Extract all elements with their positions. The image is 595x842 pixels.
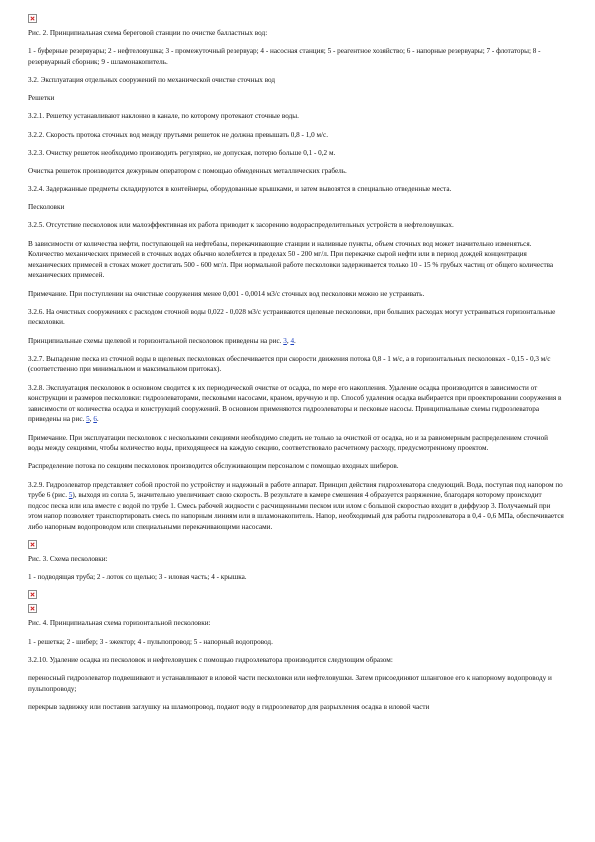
figure-4-link[interactable]: 4 bbox=[290, 336, 295, 345]
paragraph: В зависимости от количества нефти, поступающей на нефтебазы, перекачивающие станции и наливные пункты, объем сточных вод может значительно изменяться. Количество механических примесей в сточных водах обычно колеблется в пределах 50 - 200 мг/л. При перекачке сырой нефти или в период дождей концентрация механических примесей в стоках может достигать 500 - 600 мг/л. При нормальной работе песколовки задерживается только 10 - 15 % грубых частиц от общего количества механических примесей. bbox=[28, 239, 554, 280]
broken-image-icon bbox=[28, 590, 37, 599]
paragraph: 3.2.5. Отсутствие песколовок или малоэффективная их работа приводит к засорению водораспределительных устройств в нефтеловушках. bbox=[28, 221, 454, 230]
paragraph: 3.2.1. Решетку устанавливают наклонно в канале, по которому протекают сточные воды. bbox=[28, 112, 299, 121]
broken-image-icon bbox=[28, 14, 37, 23]
broken-image-icon bbox=[28, 540, 37, 549]
separator: , bbox=[89, 415, 94, 424]
figure-5-link[interactable]: 5 bbox=[86, 415, 90, 424]
note-paragraph: Примечание. При эксплуатации песколовок с несколькими секциями необходимо следить не только за очисткой от осадка, но и за равномерным распределением сточной воды между секциями, чтобы количество воды, приходящееся на каждую секцию, соответствовало расчетному расходу, предусмотренному проектом. bbox=[28, 433, 549, 453]
paragraph: 3.2.2. Скорость протока сточных вод между прутьями решеток не должна превышать 0,8 - 1,0 м/с. bbox=[28, 130, 329, 139]
paragraph: 3.2.6. На очистных сооружениях с расходом сточной воды 0,022 - 0,028 м3/с устраиваются щелевые песколовки, при больших расходах могут устраиваться горизонтальные песколовки. bbox=[28, 307, 556, 327]
figure-3-link[interactable]: 3 bbox=[283, 336, 287, 345]
subsection-heading: Решетки bbox=[28, 94, 55, 103]
paragraph: Очистка решеток производится дежурным оператором с помощью обмеденных металлических грабель. bbox=[28, 166, 347, 175]
figure-6-link[interactable]: 6 bbox=[93, 415, 97, 424]
figure-legend: 1 - подводящая труба; 2 - лоток со щелью; 3 - иловая часть; 4 - крышка. bbox=[28, 573, 247, 582]
figure-legend: 1 - решетка; 2 - шибер; 3 - эжектор; 4 - пульпопровод; 5 - напорный водопровод. bbox=[28, 637, 273, 646]
figure-caption: Рис. 4. Принципиальная схема горизонтальной песколовки: bbox=[28, 619, 211, 628]
figure-legend: 1 - буферные резервуары; 2 - нефтеловушка; 3 - промежуточный резервуар; 4 - насосная станция; 5 - реагентное хозяйство; 6 - напорные резервуары; 7 - флотаторы; 8 - резервуарный сборник; 9 - шламонакопитель. bbox=[28, 47, 541, 66]
document-page bbox=[28, 14, 564, 720]
paragraph: 3.2.7. Выпадение песка из сточной воды в щелевых песколовках обеспечивается при скорости движения потока 0,8 - 1 м/с, а в горизонтальных песколовках - 0,15 - 0,3 м/с (соответственно при минимальном и максимальном притоках). bbox=[28, 354, 551, 374]
figure-caption: Рис. 3. Схема песколовки: bbox=[28, 555, 108, 564]
figure-caption: Рис. 2. Принципиальная схема береговой станции по очистке балластных вод: bbox=[28, 29, 268, 37]
paragraph-text: ), выходя из сопла 5, значительно увеличивает свою скорость. В результате в камере смешения 4 образуется разряжение, благодаря которому происходит подсос песка или ила вместе с водой по трубе 1. Смесь рабочей жидкости с расчищенными песком или илом с большой скоростью входит в диффузор 3. Получаемый при этом напор позволяет транспортировать смесь по напорным линиям или в шламонакопитель. Напор, необходимый для работы гидроэлеватора в 0,4 - 0,6 МПа, обеспечивается либо напорным водопроводом или специальными перекачивающими насосами. bbox=[28, 491, 564, 531]
period: . bbox=[294, 336, 296, 345]
subsection-heading: Песколовки bbox=[28, 203, 65, 212]
paragraph: Распределение потока по секциям песколовок производится обслуживающим персоналом с помощью входных шиберов. bbox=[28, 462, 399, 471]
paragraph-text: Принципиальные схемы щелевой и горизонтальной песколовок приведены на рис. bbox=[28, 336, 284, 345]
paragraph-text: 3.2.8. Эксплуатация песколовок в основном сводится к их периодической очистке от осадка, по мере его накопления. Удаление осадка производится в зависимости от конструкции и размеров песколовки: гидроэлеваторами, песковыми насосами, краном, вручную и пр. Способ удаления осадка выбирается при проектировании сооружения в зависимости от количества осадка и конструкций сооружений. В основном применяются гидроэлеваторы и песковые насосы. Принципиальные схемы гидроэлеватора приведены на рис. bbox=[28, 383, 562, 424]
paragraph bbox=[28, 480, 564, 533]
section-heading: 3.2. Эксплуатация отдельных сооружений по механической очистке сточных вод bbox=[28, 75, 276, 84]
period: . bbox=[96, 415, 99, 424]
paragraph: 3.2.10. Удаление осадка из песколовок и нефтеловушек с помощью гидроэлеватора производится следующим образом: bbox=[28, 655, 393, 664]
paragraph: перекрыв задвижку или поставив заглушку на шламопровод, подают воду в гидроэлеватор для разрыхления осадка в иловой части bbox=[28, 702, 430, 711]
separator: , bbox=[286, 336, 291, 345]
figure-5-link[interactable]: 5 bbox=[68, 491, 73, 500]
paragraph: переносный гидроэлеватор подвешивают и устанавливают в иловой части песколовки или нефтеловушки. Затем присоединяют шланговое его к напорному водопроводу и пульпопроводу; bbox=[28, 674, 552, 693]
paragraph: 3.2.4. Задержанные предметы складируются в контейнеры, оборудованные крышками, и затем вывозятся в специально отведенные места. bbox=[28, 185, 452, 194]
paragraph: 3.2.3. Очистку решеток необходимо производить регулярно, не допуская, потерю больше 0,1 - 0,2 м. bbox=[28, 148, 336, 157]
broken-image-icon bbox=[28, 604, 37, 613]
paragraph-text: 3.2.9. Гидроэлеватор представляет собой простой по устройству и надежный в работе аппарат. Принцип действия гидроэлеватора следующий. Вода, поступая под напором по трубе 6 (рис. bbox=[28, 480, 563, 500]
paragraph bbox=[28, 383, 564, 425]
paragraph bbox=[28, 336, 564, 347]
note-paragraph: Примечание. При поступлении на очистные сооружения менее 0,001 - 0,0014 м3/с сточных вод песколовки можно не устраивать. bbox=[28, 289, 425, 298]
